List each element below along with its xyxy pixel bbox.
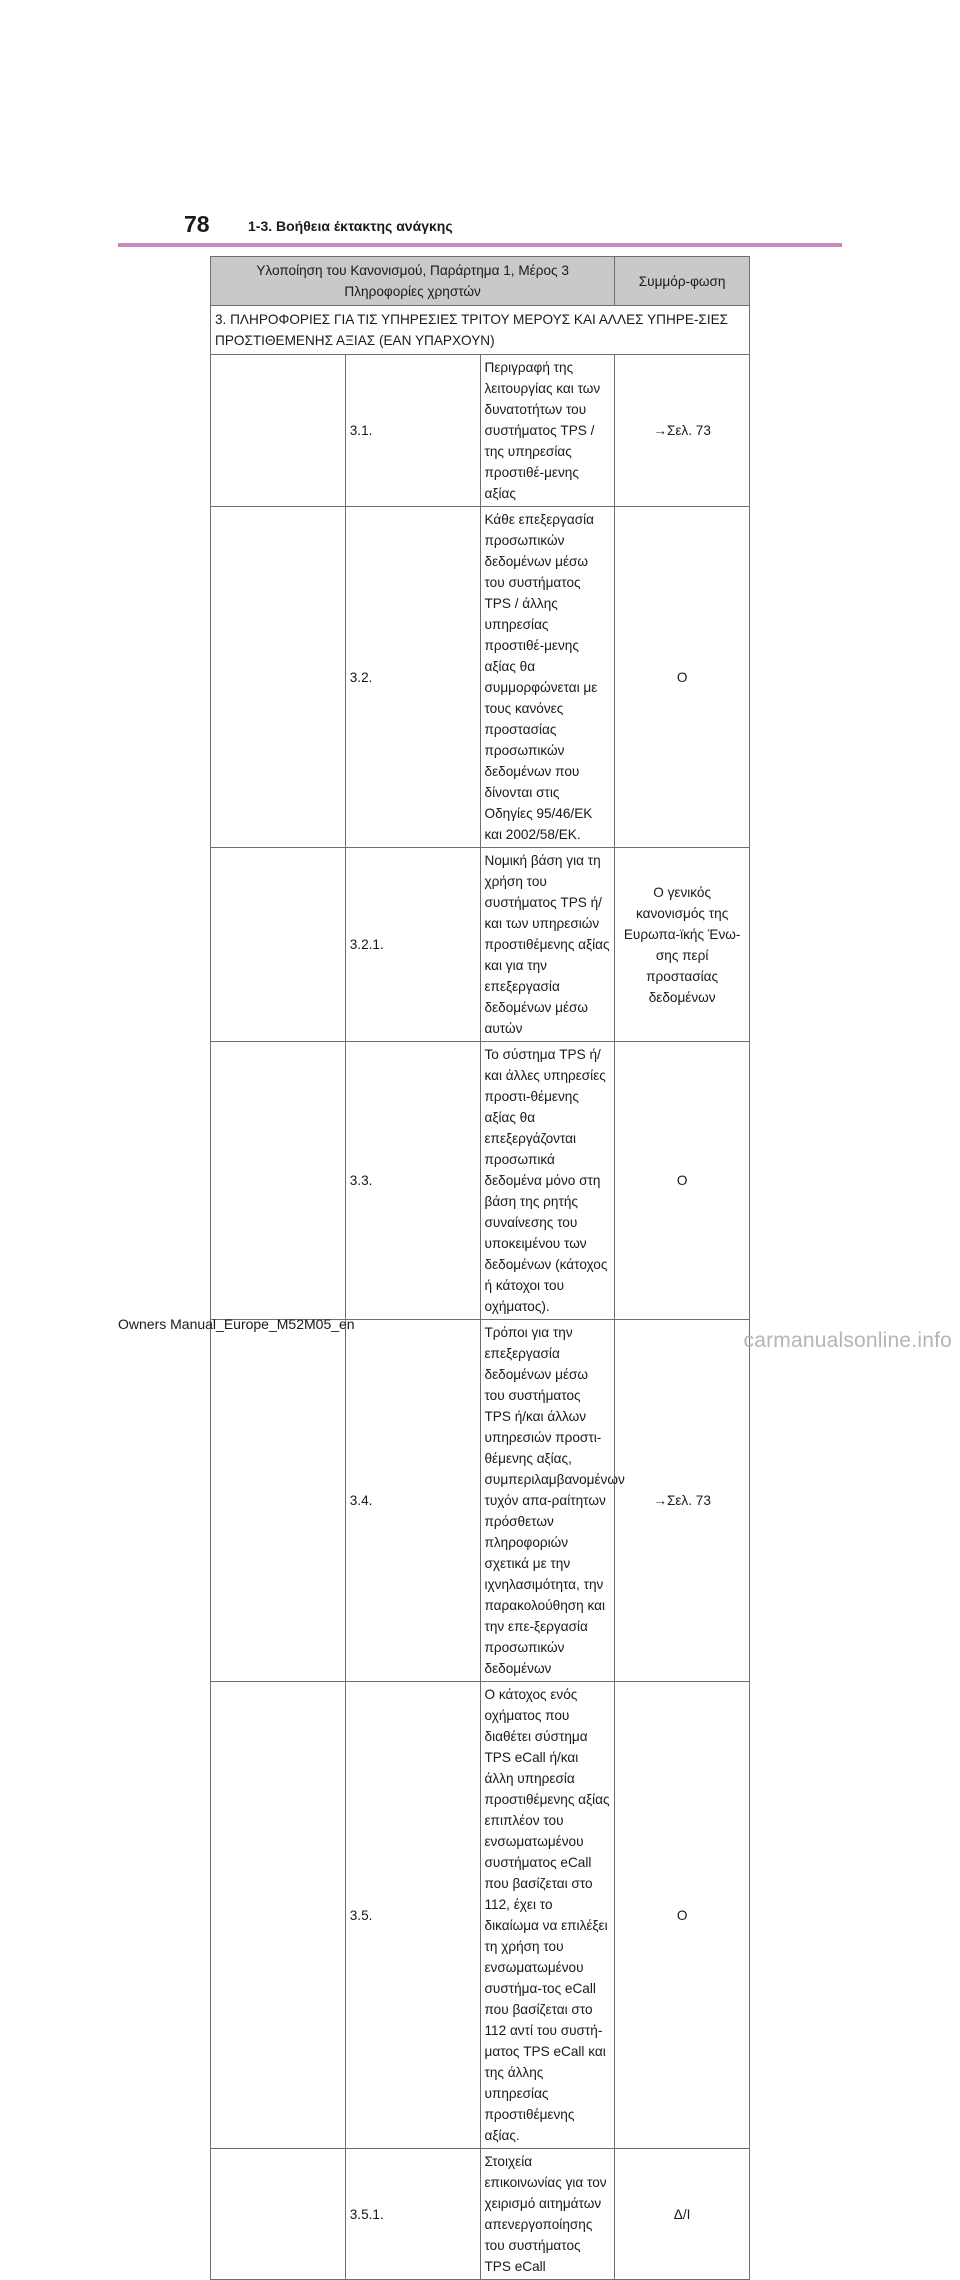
row-compliance: Ο [615, 1042, 750, 1320]
row-description: Κάθε επεξεργασία προσωπικών δεδομένων μέσω του συστήματος TPS / άλλης υπηρεσίας προστιθέ-μενης αξίας θα συμμορφώνεται με τους κανόνες προστασίας προσωπικών δεδομένων που δίνονται στις Οδηγίες 95/46/ΕΚ και 2002/58/ΕΚ. [480, 507, 615, 848]
footer-manual-id: Owners Manual_Europe_M52M05_en [118, 1316, 355, 1332]
indent-cell [211, 1682, 346, 2149]
indent-cell [211, 2149, 346, 2280]
header-compliance: Συμμόρ-φωση [615, 257, 750, 306]
row-compliance: →Σελ. 73 [615, 1320, 750, 1682]
row-compliance: Ο [615, 1682, 750, 2149]
row-number: 3.5. [345, 1682, 480, 2149]
header-implementation: Υλοποίηση του Κανονισμού, Παράρτημα 1, Μέρος 3 Πληροφορίες χρηστών [211, 257, 615, 306]
row-number: 3.5.1. [345, 2149, 480, 2280]
section-heading: 3. ΠΛΗΡΟΦΟΡΙΕΣ ΓΙΑ ΤΙΣ ΥΠΗΡΕΣΙΕΣ ΤΡΙΤΟΥ ΜΕΡΟΥΣ ΚΑΙ ΑΛΛΕΣ ΥΠΗΡΕ-ΣΙΕΣ ΠΡΟΣΤΙΘΕΜΕΝΗΣ ΑΞΙΑΣ (ΕΑΝ ΥΠΑΡΧΟΥΝ) [211, 306, 750, 355]
indent-cell [211, 507, 346, 848]
table-header-row [211, 257, 750, 306]
info-table [210, 256, 750, 2280]
row-description: Το σύστημα TPS ή/και άλλες υπηρεσίες προστι-θέμενης αξίας θα επεξεργάζονται προσωπικά δεδομένα μόνο στη βάση της ρητής συναίνεσης του υποκειμένου των δεδομένων (κάτοχος ή κάτοχοι του οχήματος). [480, 1042, 615, 1320]
table-row [211, 1682, 750, 2149]
row-description: Ο κάτοχος ενός οχήματος που διαθέτει σύστημα TPS eCall ή/και άλλη υπηρεσία προστιθέμενης αξίας επιπλέον του ενσωματωμένου συστήματος eCall που βασίζεται στο 112, έχει το δικαίωμα να επιλέξει τη χρήση του ενσωματωμένου συστήμα-τος eCall που βασίζεται στο 112 αντί του συστή-ματος TPS eCall και της άλλης υπηρεσίας προστιθέμενης αξίας. [480, 1682, 615, 2149]
table-row [211, 848, 750, 1042]
row-number: 3.3. [345, 1042, 480, 1320]
header-divider [118, 243, 842, 247]
indent-cell [211, 355, 346, 507]
row-number: 3.2. [345, 507, 480, 848]
indent-cell [211, 1320, 346, 1682]
section-title: 1-3. Βοήθεια έκτακτης ανάγκης [248, 218, 453, 234]
table-row [211, 355, 750, 507]
table-row [211, 2149, 750, 2280]
table-row [211, 1042, 750, 1320]
table-row [211, 507, 750, 848]
row-number: 3.1. [345, 355, 480, 507]
indent-cell [211, 848, 346, 1042]
row-compliance: Ο [615, 507, 750, 848]
row-number: 3.4. [345, 1320, 480, 1682]
page-number: 78 [184, 211, 210, 237]
row-compliance: Ο γενικός κανονισμός της Ευρωπα-ϊκής Ένω-σης περί προστασίας δεδομένων [615, 848, 750, 1042]
row-description: Νομική βάση για τη χρήση του συστήματος TPS ή/και των υπηρεσιών προστιθέμενης αξίας και για την επεξεργασία δεδομένων μέσω αυτών [480, 848, 615, 1042]
row-compliance: Δ/Ι [615, 2149, 750, 2280]
row-number: 3.2.1. [345, 848, 480, 1042]
row-description: Τρόποι για την επεξεργασία δεδομένων μέσω του συστήματος TPS ή/και άλλων υπηρεσιών προστι-θέμενης αξίας, συμπεριλαμβανομένων τυχόν απα-ραίτητων πρόσθετων πληροφοριών σχετικά με την ιχνηλασιμότητα, την παρακολούθηση και την επε-ξεργασία προσωπικών δεδομένων [480, 1320, 615, 1682]
row-description: Περιγραφή της λειτουργίας και των δυνατοτήτων του συστήματος TPS / της υπηρεσίας προστιθέ-μενης αξίας [480, 355, 615, 507]
row-compliance: →Σελ. 73 [615, 355, 750, 507]
watermark-text: carmanualsonline.info [743, 1329, 952, 1352]
table-row [211, 1320, 750, 1682]
indent-cell [211, 1042, 346, 1320]
section-heading-row [211, 306, 750, 355]
row-description: Στοιχεία επικοινωνίας για τον χειρισμό αιτημάτων απενεργοποίησης του συστήματος TPS eCall [480, 2149, 615, 2280]
